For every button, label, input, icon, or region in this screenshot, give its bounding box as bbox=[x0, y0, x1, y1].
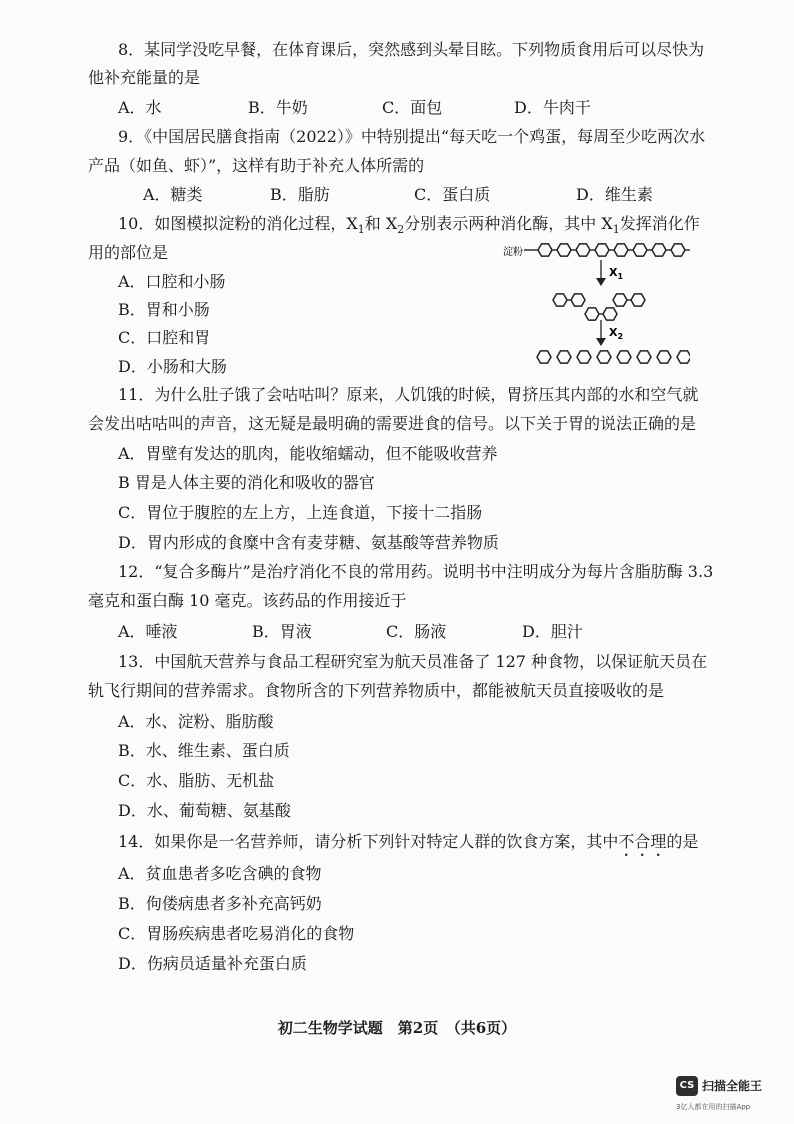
q13-option-b: B．水、维生素、蛋白质 bbox=[118, 741, 290, 760]
q8-option-c: C．面包 bbox=[382, 98, 443, 117]
scanner-app-name: 扫描全能王 bbox=[702, 1079, 763, 1093]
q14-option-b: B．佝偻病患者多补充高钙奶 bbox=[118, 894, 322, 913]
q11-option-c: C．胃位于腹腔的左上方，上连食道，下接十二指肠 bbox=[118, 503, 483, 522]
q9-stem-line1: 9．《中国居民膳食指南（2022）》中特别提出“每天吃一个鸡蛋，每周至少吃两次水 bbox=[118, 127, 706, 146]
q14-option-a: A．贫血患者多吃含碘的食物 bbox=[118, 864, 322, 883]
starch-unit bbox=[614, 244, 628, 256]
starch-unit bbox=[595, 244, 609, 256]
q12-stem-line1: 12．“复合多酶片”是治疗消化不良的常用药。说明书中注明成分为每片含脂肪酶 3.3 bbox=[118, 562, 714, 581]
q14-emphasis-not-reasonable: 不合理 bbox=[618, 832, 667, 851]
dextrin-unit bbox=[631, 294, 645, 306]
q8-option-a: A．水 bbox=[118, 98, 162, 117]
q8-option-d: D．牛肉干 bbox=[514, 98, 591, 117]
q9-option-c: C．蛋白质 bbox=[414, 185, 491, 204]
glucose-unit bbox=[597, 351, 611, 363]
scanner-tagline: 3亿人都在用的扫描App bbox=[676, 1103, 751, 1111]
single-units-row bbox=[537, 351, 690, 363]
glucose-unit bbox=[657, 351, 671, 363]
q11-stem-line1: 11．为什么肚子饿了会咕咕叫？原来，人饥饿的时候，胃挤压其内部的水和空气就 bbox=[118, 385, 699, 404]
starch-digestion-diagram bbox=[500, 234, 690, 374]
q10-option-a: A．口腔和小肠 bbox=[118, 272, 226, 291]
q12-option-c: C．肠液 bbox=[386, 622, 447, 641]
q10-stem-line1: 10．如图模拟淀粉的消化过程，$X_1$和 $X_2$分别表示两种消化酶，其中 $X_1$发挥消化作 bbox=[118, 214, 700, 237]
q8-option-b: B．牛奶 bbox=[248, 98, 308, 117]
glucose-unit bbox=[557, 351, 571, 363]
q11-option-b: B 胃是人体主要的消化和吸收的器官 bbox=[118, 473, 375, 492]
glucose-unit bbox=[537, 351, 551, 363]
q14-option-d: D．伤病员适量补充蛋白质 bbox=[118, 954, 307, 973]
enzyme-x1-label: $X_1$ bbox=[609, 266, 624, 281]
q9-option-d: D．维生素 bbox=[576, 185, 653, 204]
glucose-unit bbox=[577, 351, 591, 363]
q14-stem-line1: 14．如果你是一名营养师，请分析下列针对特定人群的饮食方案，其中不合理的是 bbox=[118, 832, 699, 851]
q11-stem-line2: 会发出咕咕叫的声音，这无疑是最明确的需要进食的信号。以下关于胃的说法正确的是 bbox=[88, 414, 697, 433]
starch-label: 淀粉 bbox=[503, 247, 523, 258]
q10-option-c: C．口腔和胃 bbox=[118, 328, 211, 347]
scanner-watermark bbox=[676, 1076, 794, 1122]
dextrin-unit bbox=[585, 308, 599, 320]
q8-stem-line1: 8．某同学没吃早餐，在体育课后，突然感到头晕目眩。下列物质食用后可以尽快为 bbox=[118, 40, 705, 59]
q13-stem-line2: 轨飞行期间的营养需求。食物所含的下列营养物质中，都能被航天员直接吸收的是 bbox=[88, 681, 665, 700]
q11-option-a: A．胃壁有发达的肌肉，能收缩蠕动，但不能吸收营养 bbox=[118, 444, 498, 463]
q9-option-b: B．脂肪 bbox=[270, 185, 330, 204]
starch-digestion-svg bbox=[500, 234, 690, 374]
starch-unit bbox=[538, 244, 552, 256]
enzyme-x2-label: $X_2$ bbox=[609, 326, 624, 341]
q10-option-d: D．小肠和大肠 bbox=[118, 357, 227, 376]
q13-option-a: A．水、淀粉、脂肪酸 bbox=[118, 712, 274, 731]
q13-stem-line1: 13．中国航天营养与食品工程研究室为航天员准备了 127 种食物，以保证航天员在 bbox=[118, 652, 708, 671]
q12-option-b: B．胃液 bbox=[252, 622, 312, 641]
camscanner-logo-icon: CS bbox=[676, 1076, 698, 1096]
dextrin-fragments-row bbox=[553, 294, 645, 320]
dextrin-unit bbox=[603, 308, 617, 320]
q12-option-a: A．唾液 bbox=[118, 622, 178, 641]
q11-option-d: D．胃内形成的食糜中含有麦芽糖、氨基酸等营养物质 bbox=[118, 533, 499, 552]
glucose-unit bbox=[617, 351, 631, 363]
q12-stem-line2: 毫克和蛋白酶 10 毫克。该药品的作用接近于 bbox=[88, 591, 407, 610]
q14-option-c: C．胃肠疾病患者吃易消化的食物 bbox=[118, 924, 355, 943]
q10-stem-line2: 用的部位是 bbox=[88, 243, 169, 262]
q13-option-c: C．水、脂肪、无机盐 bbox=[118, 771, 275, 790]
starch-unit bbox=[671, 244, 685, 256]
starch-unit bbox=[652, 244, 666, 256]
starch-chain-row bbox=[538, 244, 690, 256]
page-footer: 初二生物学试题 第2页 （共6页） bbox=[277, 1019, 517, 1037]
q9-stem-line2: 产品（如鱼、虾）”，这样有助于补充人体所需的 bbox=[88, 156, 425, 175]
starch-unit bbox=[557, 244, 571, 256]
glucose-unit bbox=[637, 351, 651, 363]
dextrin-unit bbox=[613, 294, 627, 306]
q13-option-d: D．水、葡萄糖、氨基酸 bbox=[118, 801, 291, 820]
glucose-unit bbox=[677, 351, 690, 363]
q8-stem-line2: 他补充能量的是 bbox=[88, 68, 201, 87]
q10-option-b: B．胃和小肠 bbox=[118, 300, 210, 319]
starch-unit bbox=[576, 244, 590, 256]
q12-option-d: D．胆汁 bbox=[522, 622, 583, 641]
dextrin-unit bbox=[571, 294, 585, 306]
q9-option-a: A．糖类 bbox=[143, 185, 203, 204]
dextrin-unit bbox=[553, 294, 567, 306]
starch-unit bbox=[633, 244, 647, 256]
